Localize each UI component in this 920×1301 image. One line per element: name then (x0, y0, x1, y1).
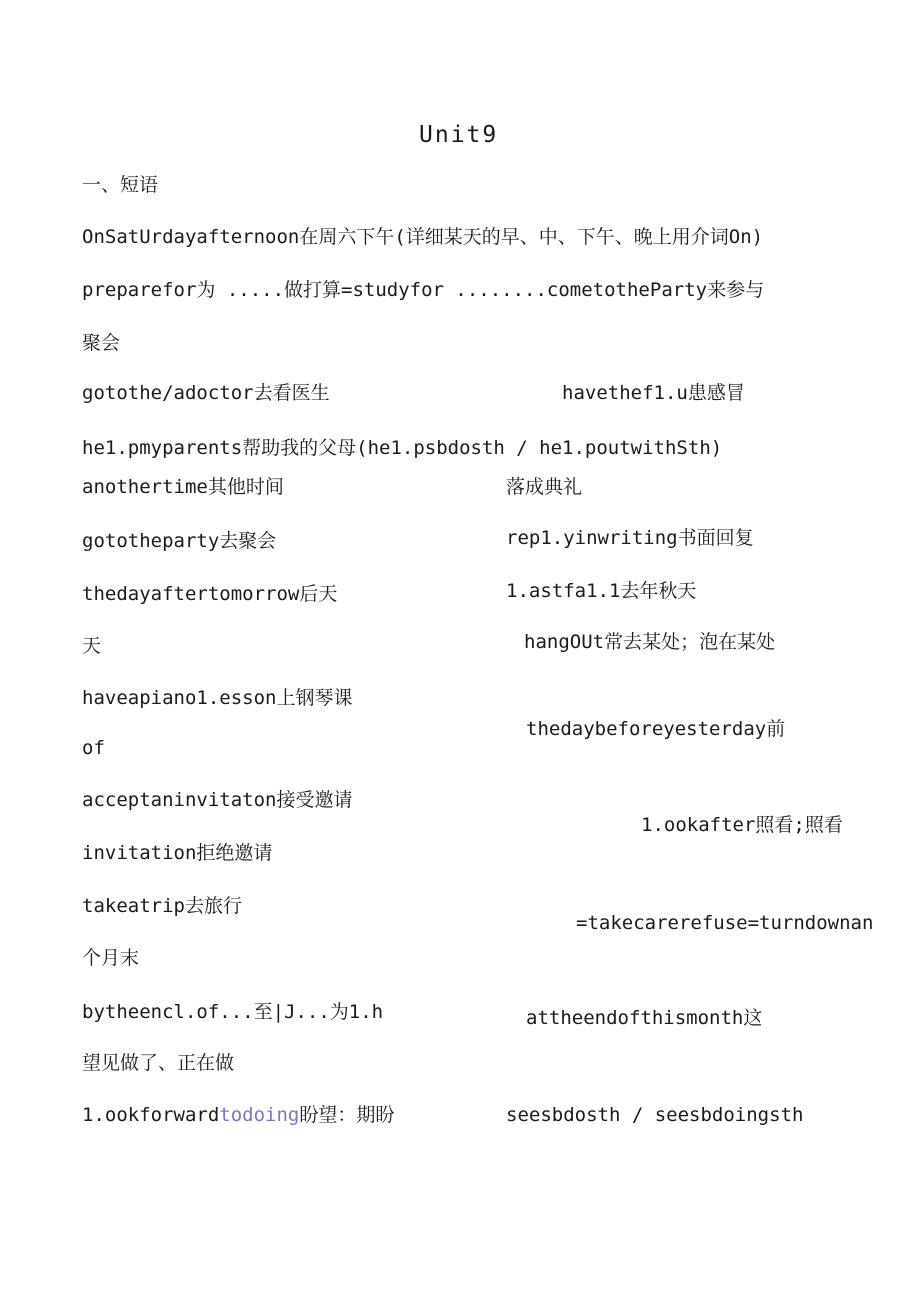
phrase-line: haveapiano1.esson上钢琴课 (82, 687, 353, 709)
phrase-text: 盼望：期盼 (299, 1104, 395, 1126)
phrase-line: anothertime其他时间 (82, 476, 284, 498)
phrase-line: 天 (82, 635, 102, 657)
phrase-line: 1.ookafter照看;照看 (641, 814, 843, 836)
phrase-line: acceptaninvitaton接受邀请 (82, 789, 353, 811)
phrase-line: gototheparty去聚会 (82, 530, 277, 552)
phrase-line: he1.pmyparents帮助我的父母(he1.psbdosth / he1.poutwithSth) (82, 437, 723, 459)
phrase-line (82, 1103, 394, 1127)
phrase-line: takeatrip去旅行 (82, 895, 242, 917)
highlighted-phrase-text: todoing (219, 1104, 300, 1126)
phrase-text: 1.ookforward (82, 1104, 220, 1126)
phrase-line: of (82, 737, 105, 759)
phrase-line: 望见做了、正在做 (82, 1052, 235, 1074)
section-heading: 一、短语 (82, 174, 159, 196)
phrase-line: thedayaftertomorrow后天 (82, 583, 338, 605)
phrase-line: 1.astfa1.1去年秋天 (506, 580, 697, 602)
phrase-line: =takecarerefuse=turndownan (576, 912, 874, 934)
phrase-line: 落成典礼 (506, 476, 583, 498)
phrase-line: rep1.yinwriting书面回复 (506, 527, 754, 549)
phrase-line: havethef1.u患感冒 (562, 382, 745, 404)
phrase-line: hangOUt常去某处；泡在某处 (524, 631, 776, 653)
phrase-line: OnSatUrdayafternoon在周六下午(详细某天的早、中、下午、晚上用介词On) (82, 226, 764, 248)
phrase-line: thedaybeforeyesterday前 (526, 718, 786, 740)
phrase-line: gotothe/adoctor去看医生 (82, 382, 330, 404)
phrase-line: preparefor为 .....做打算=studyfor ........cometotheParty来参与 (82, 279, 765, 301)
page-title: Unit9 (419, 122, 499, 148)
phrase-line: bytheencl.of...至|J...为1.h (82, 1001, 384, 1023)
phrase-line: invitation拒绝邀请 (82, 842, 273, 864)
phrase-line: attheendofthismonth这 (526, 1007, 763, 1029)
phrase-line: 聚会 (82, 332, 121, 354)
phrase-line: seesbdosth / seesbdoingsth (506, 1104, 804, 1126)
phrase-line: 个月末 (82, 947, 140, 969)
